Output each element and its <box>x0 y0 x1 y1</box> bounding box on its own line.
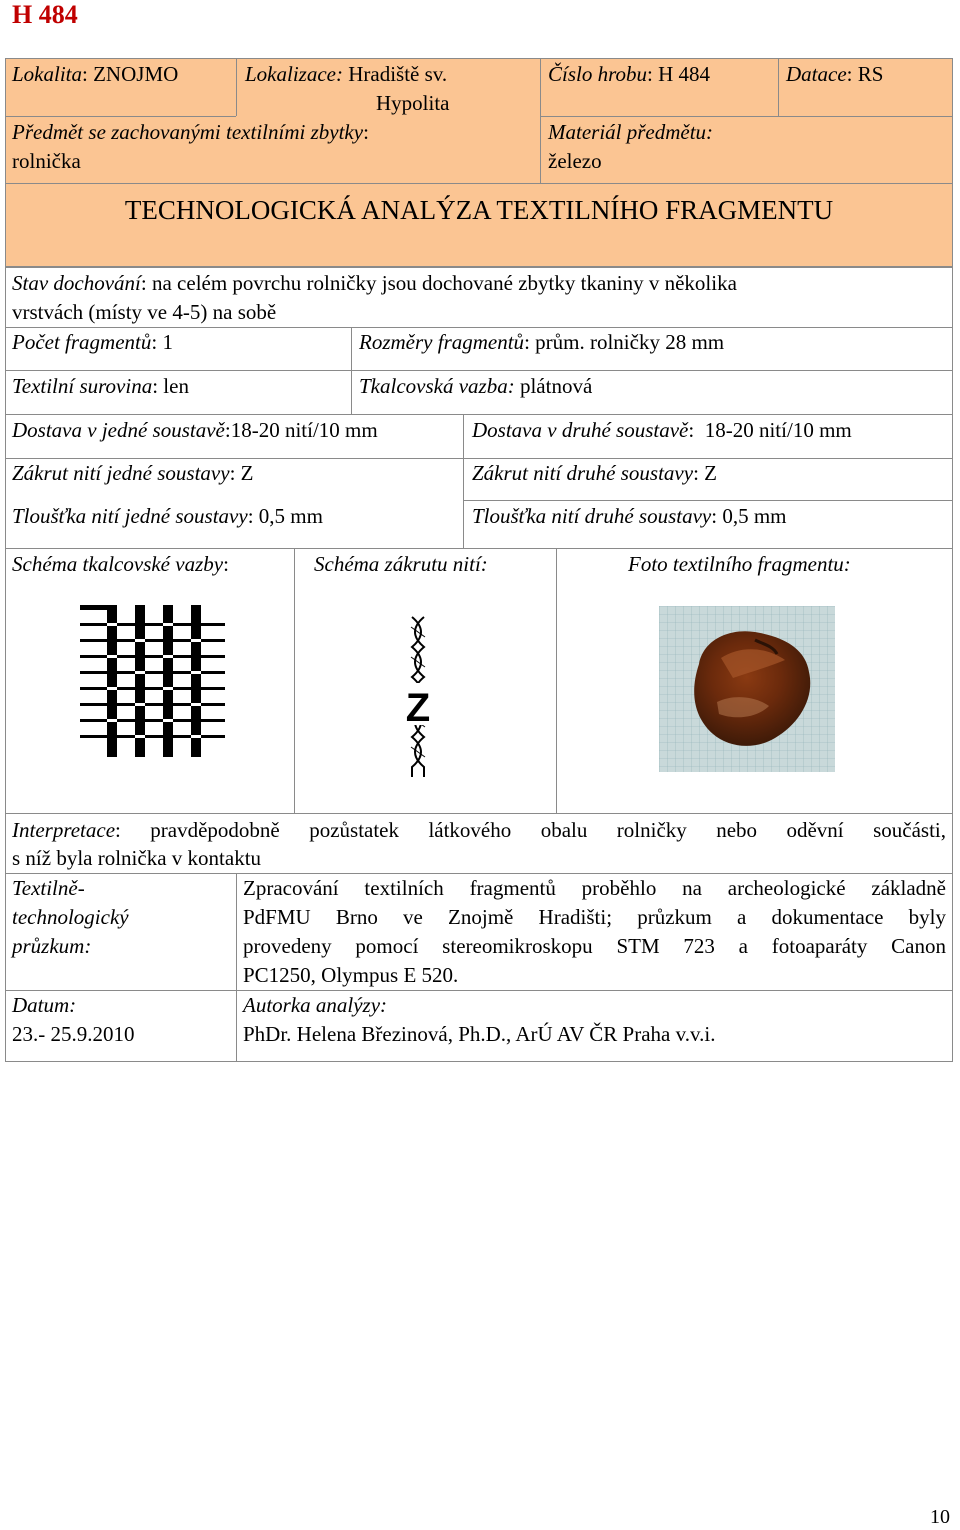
tkalcovska-vazba: Tkalcovská vazba: plátnová <box>359 374 593 398</box>
zakrut-druhe: Zákrut nití druhé soustavy: Z <box>472 461 717 485</box>
dostava-druhe: Dostava v druhé soustavě: 18-20 nití/10 mm <box>472 418 852 442</box>
pruzkum-label-2: technologický <box>12 905 129 929</box>
predmet-value: rolnička <box>12 149 81 173</box>
material-value: železo <box>548 149 602 173</box>
rozmery-fragmentu: Rozměry fragmentů: prům. rolničky 28 mm <box>359 330 725 354</box>
header-block <box>5 58 953 267</box>
lokalizace: Lokalizace: Hradiště sv. <box>245 62 448 86</box>
pruzkum-text-3: provedeny pomocí stereomikroskopu STM 723 a fotoaparáty Canon <box>243 934 946 958</box>
page-number: 10 <box>930 1506 950 1528</box>
fragment-photo <box>659 606 835 772</box>
predmet-label: Předmět se zachovanými textilními zbytky: <box>12 120 369 144</box>
tloustka-jedne: Tloušťka nití jedné soustavy: 0,5 mm <box>12 504 323 528</box>
datum-value: 23.- 25.9.2010 <box>12 1022 135 1046</box>
page-title: TECHNOLOGICKÁ ANALÝZA TEXTILNÍHO FRAGMENTU <box>124 195 834 225</box>
interpretace-line-1: Interpretace: pravděpodobně pozůstatek látkového obalu rolničky nebo oděvní součásti, <box>12 818 946 842</box>
twist-letter: Z <box>405 686 431 730</box>
stav-line-1: Stav dochování: na celém povrchu rolničky jsou dochované zbytky tkaniny v několika <box>12 271 737 295</box>
tloustka-druhe: Tloušťka nití druhé soustavy: 0,5 mm <box>472 504 787 528</box>
lokalizace-line-2: Hypolita <box>376 91 450 115</box>
document-id: H 484 <box>12 0 78 29</box>
autorka-value: PhDr. Helena Březinová, Ph.D., ArÚ AV ČR Praha v.v.i. <box>243 1022 716 1046</box>
textilni-surovina: Textilní surovina: len <box>12 374 189 398</box>
weave-diagram <box>80 605 225 757</box>
pruzkum-text-4: PC1250, Olympus E 520. <box>243 963 459 987</box>
cislo-hrobu: Číslo hrobu: H 484 <box>548 62 711 86</box>
dostava-jedne: Dostava v jedné soustavě:18-20 nití/10 mm <box>12 418 378 442</box>
pruzkum-text-1: Zpracování textilních fragmentů proběhlo na archeologické základně <box>243 876 946 900</box>
interpretace-line-2: s níž byla rolnička v kontaktu <box>12 846 262 870</box>
pruzkum-label-3: průzkum: <box>12 934 92 958</box>
stav-line-2: vrstvách (místy ve 4-5) na sobě <box>12 300 277 324</box>
material-label: Materiál předmětu: <box>548 120 714 144</box>
schema-zakrutu-label: Schéma zákrutu nití: <box>314 552 488 576</box>
twist-diagram <box>400 615 436 780</box>
datum-label: Datum: <box>12 993 77 1017</box>
datace: Datace: RS <box>786 62 884 86</box>
foto-label: Foto textilního fragmentu: <box>628 552 851 576</box>
schema-vazby-label: Schéma tkalcovské vazby: <box>12 552 229 576</box>
lokalita: Lokalita: ZNOJMO <box>12 62 179 86</box>
pocet-fragmentu: Počet fragmentů: 1 <box>12 330 173 354</box>
zakrut-jedne: Zákrut nití jedné soustavy: Z <box>12 461 254 485</box>
autorka-label: Autorka analýzy: <box>243 993 388 1017</box>
pruzkum-text-2: PdFMU Brno ve Znojmě Hradišti; průzkum a dokumentace byly <box>243 905 946 929</box>
pruzkum-label-1: Textilně- <box>12 876 85 900</box>
